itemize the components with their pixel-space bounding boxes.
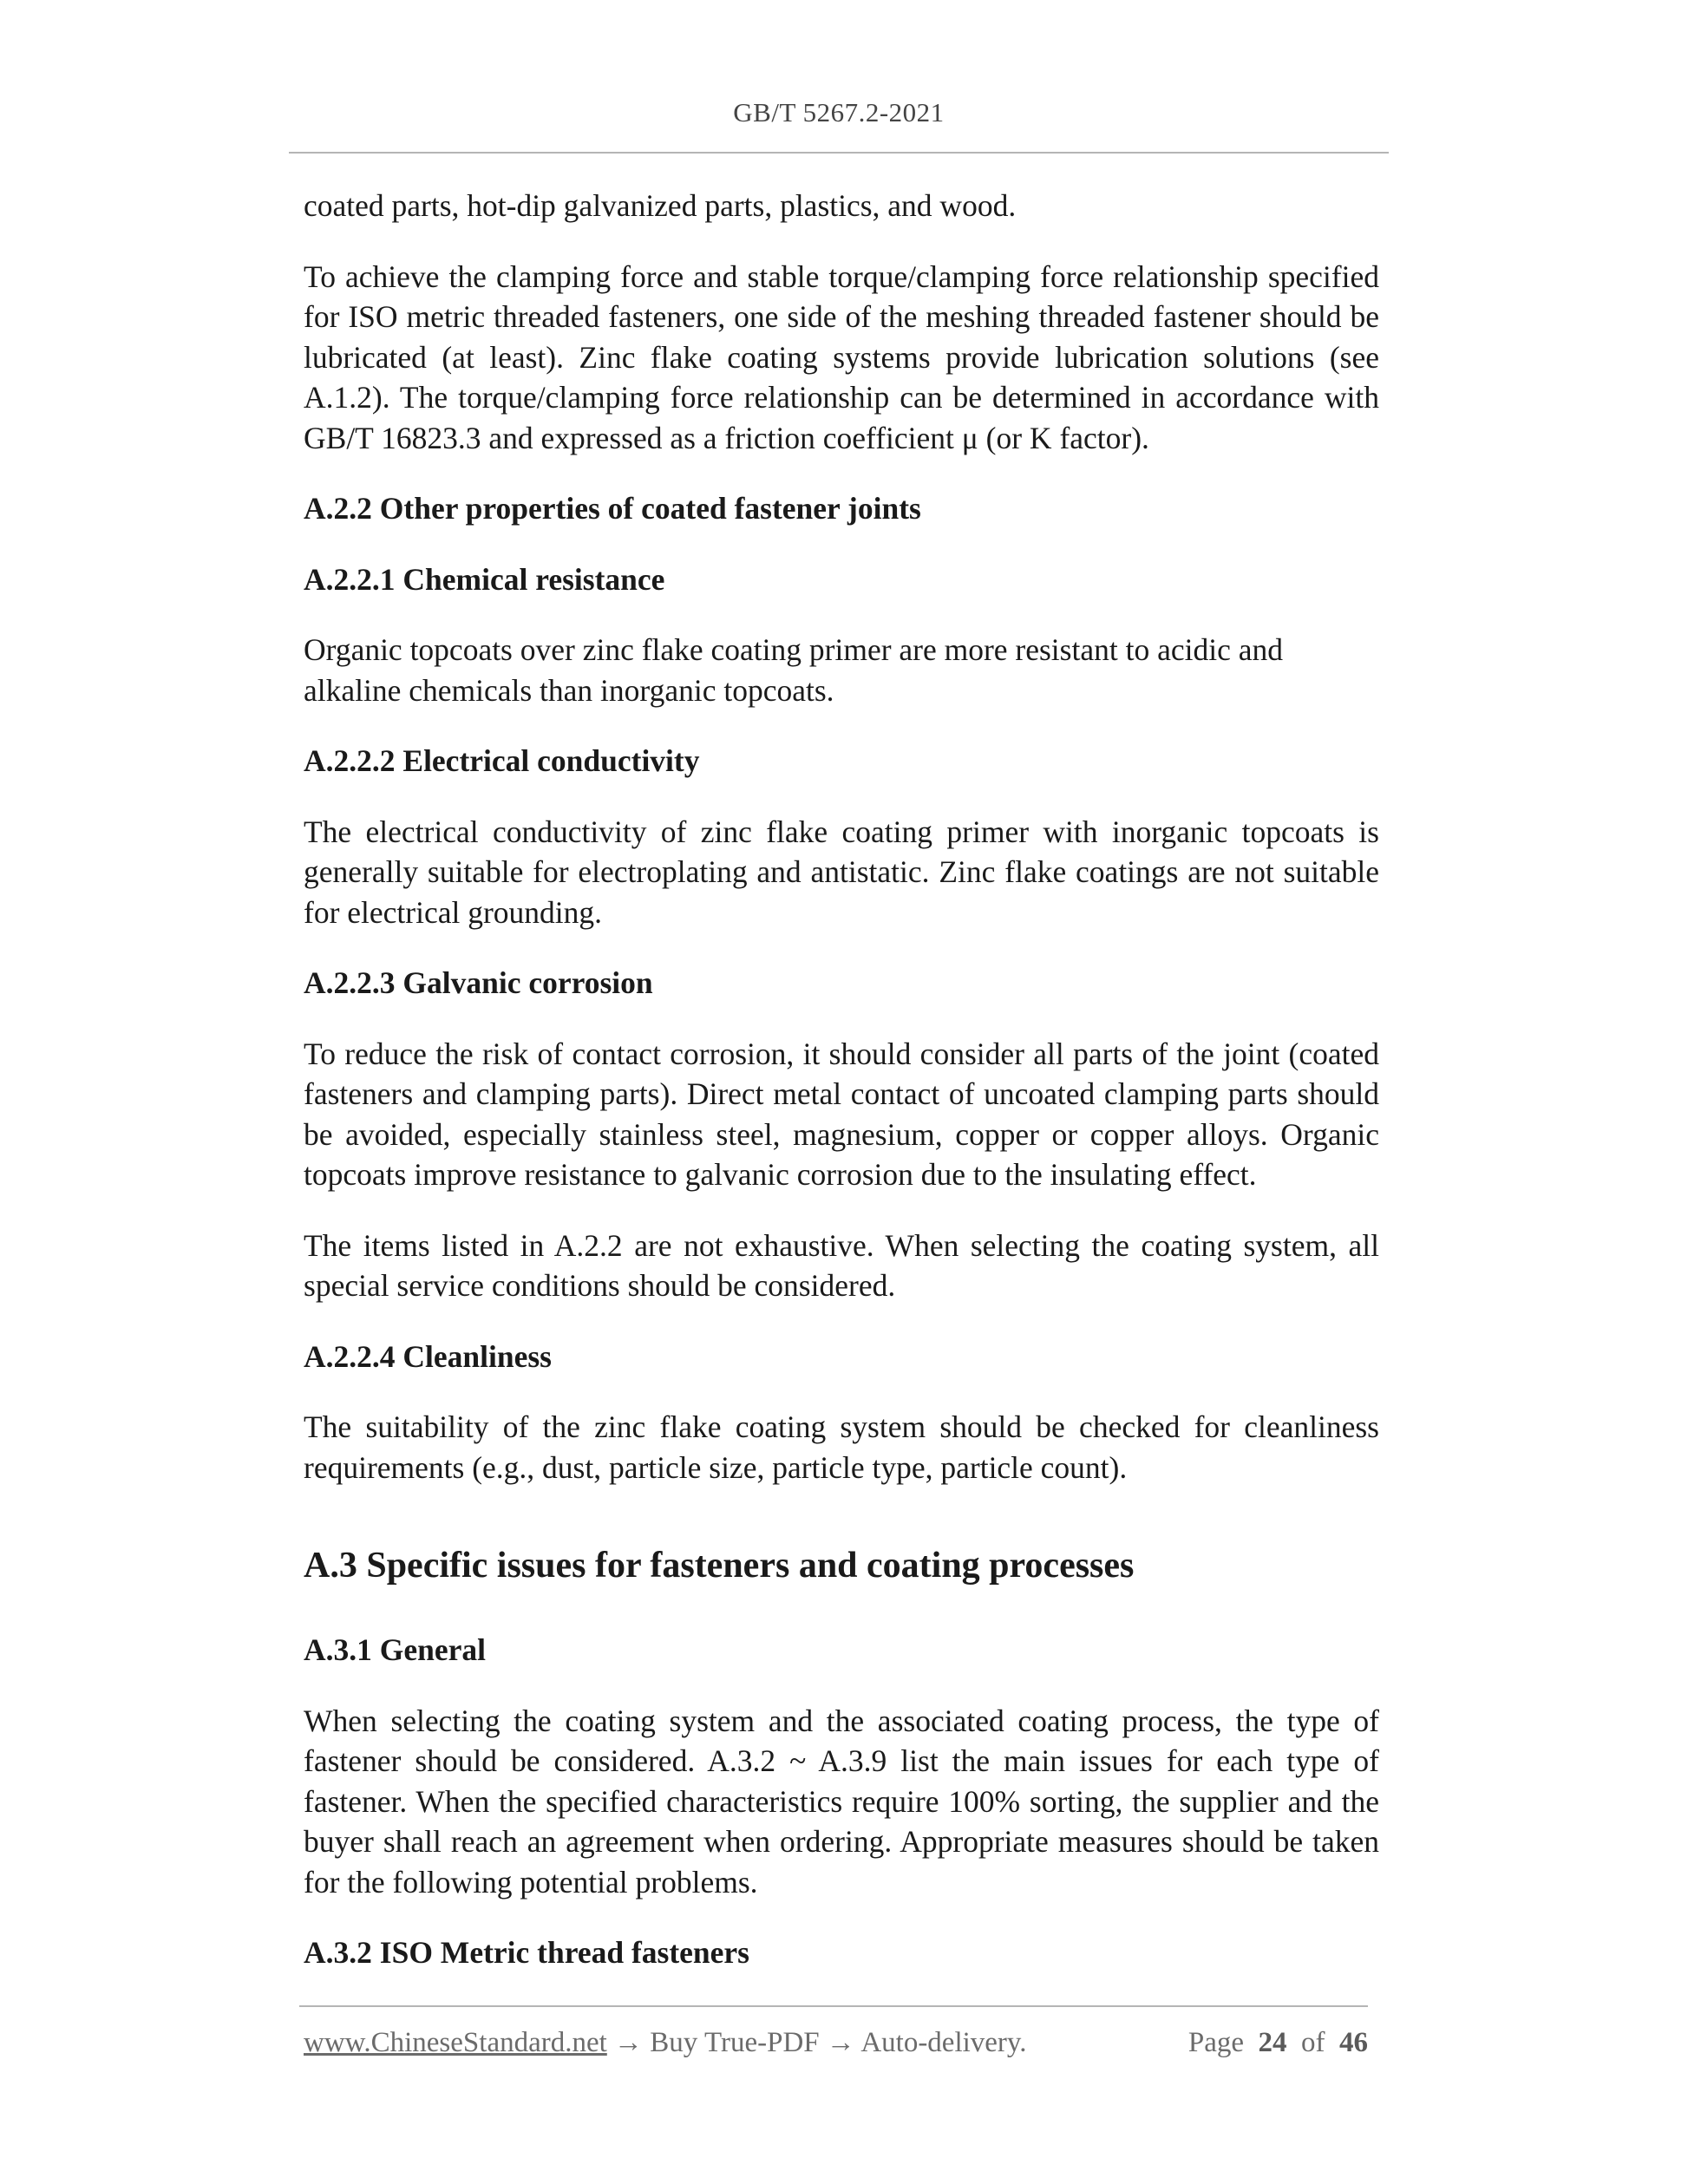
buy-pdf-text: Buy True-PDF — [650, 2027, 820, 2058]
paragraph-items-listed: The items listed in A.2.2 are not exhaustive. When selecting the coating system, all special service conditions should be considered. — [304, 1227, 1379, 1303]
footer-promo — [304, 2027, 1027, 2059]
page-label: Page — [1187, 2027, 1244, 2058]
heading-a222: A.2.2 Other properties of coated fastener joints — [304, 491, 921, 526]
heading-a3: A.3 Specific issues for fasteners and coating processes — [304, 1546, 1135, 1586]
paragraph-general: When selecting the coating system and the associated coating process, the type of fastener should be considered. A.3.2 ~ A.3.9 list the main issues for each type of fastener. When the specified characteristics require 100% sorting, the supplier and the buyer shall reach an agreement when ordering. Appropriate measures should be taken for the following potential problems. — [304, 1703, 1379, 1900]
footer-divider — [299, 2005, 1368, 2007]
paragraph-cleanliness: The suitability of the zinc flake coating system should be checked for cleanliness requirements (e.g., dust, particle size, particle type, particle count). — [304, 1409, 1379, 1485]
heading-a2223: A.2.2.3 Galvanic corrosion — [304, 965, 653, 1000]
paragraph-chemical-resistance: Organic topcoats over zinc flake coating primer are more resistant to acidic and alkaline chemicals than inorganic topcoats. — [304, 632, 1283, 708]
arrow-right-icon: → — [826, 2027, 855, 2058]
page-header: GB/T 5267.2-2021 — [733, 97, 945, 128]
document-body — [304, 186, 1379, 2004]
auto-delivery-text: Auto-delivery. — [860, 2027, 1027, 2058]
arrow-right-icon: → — [614, 2027, 644, 2058]
paragraph-clamping-force: To achieve the clamping force and stable torque/clamping force relationship specified for ISO metric threaded fasteners, one side of the meshing threaded fastener should be lubricated (at least). Zinc flake coating systems provide lubrication solutions (see A.1.2). The torque/clamping force relationship can be determined in accordance with GB/T 16823.3 and expressed as a friction coefficient μ (or K factor). — [304, 258, 1379, 455]
paragraph-continued: coated parts, hot-dip galvanized parts, plastics, and wood. — [304, 188, 1017, 223]
page-indicator — [1188, 2027, 1368, 2059]
heading-a31: A.3.1 General — [304, 1632, 487, 1667]
site-link[interactable]: www.ChineseStandard.net — [304, 2027, 607, 2058]
heading-a2224: A.2.2.4 Cleanliness — [304, 1338, 552, 1374]
total-pages-number: 46 — [1339, 2027, 1368, 2058]
paragraph-galvanic-corrosion: To reduce the risk of contact corrosion, it should consider all parts of the joint (coated fasteners and clamping parts). Direct metal contact of uncoated clamping parts should be avoided, especially stainless steel, magnesium, copper or copper alloys. Organic topcoats improve resistance to galvanic corrosion due to the insulating effect. — [304, 1036, 1379, 1192]
header-divider — [289, 152, 1389, 154]
heading-a2221: A.2.2.1 Chemical resistance — [304, 561, 665, 597]
current-page-number: 24 — [1258, 2027, 1287, 2058]
of-label: of — [1301, 2027, 1325, 2058]
page-footer — [304, 2027, 1368, 2059]
heading-a2222: A.2.2.2 Electrical conductivity — [304, 743, 700, 778]
paragraph-electrical-conductivity: The electrical conductivity of zinc flake coating primer with inorganic topcoats is generally suitable for electroplating and antistatic. Zinc flake coatings are not suitable for electrical grounding. — [304, 814, 1379, 930]
heading-a32: A.3.2 ISO Metric thread fasteners — [304, 1935, 749, 1970]
